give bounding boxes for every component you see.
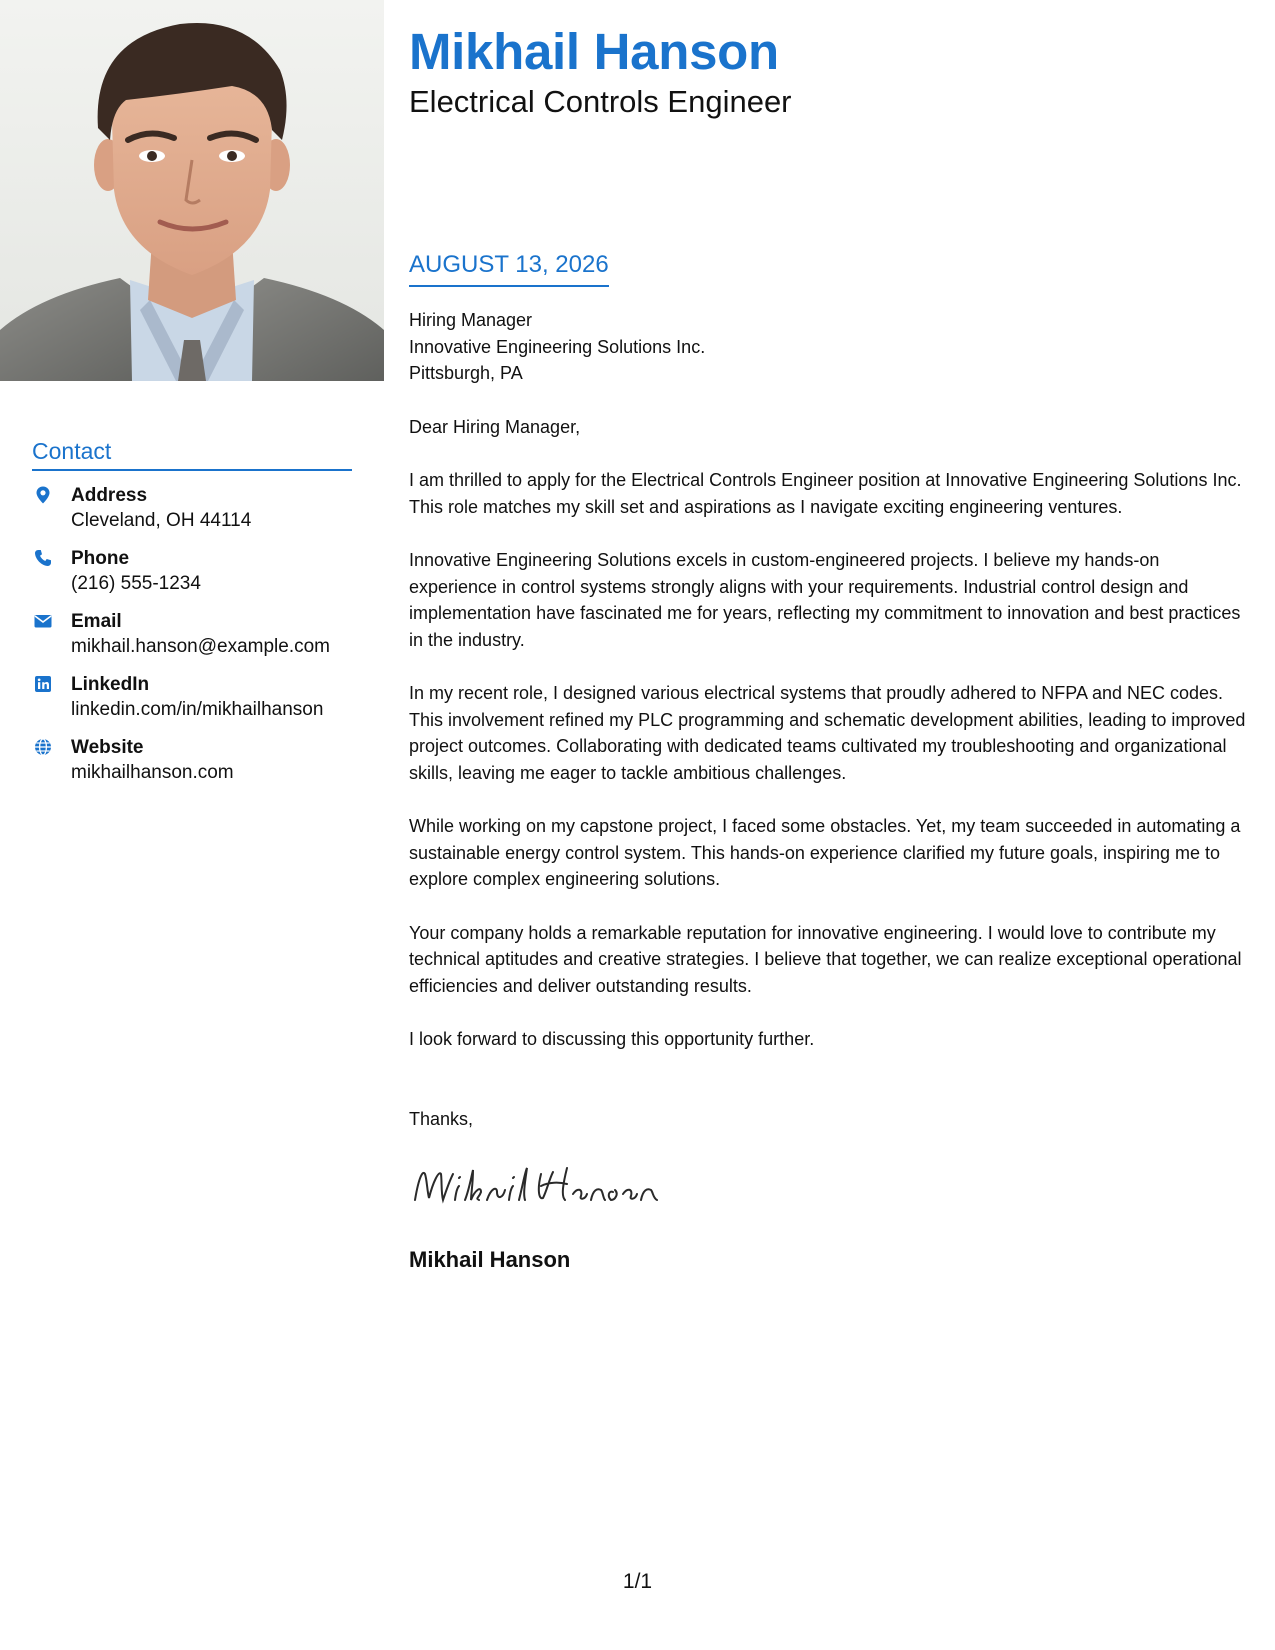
job-title: Electrical Controls Engineer bbox=[409, 84, 792, 119]
contact-item-website bbox=[32, 735, 352, 798]
signer-name: Mikhail Hanson bbox=[409, 1247, 571, 1272]
email-icon bbox=[33, 611, 53, 631]
address-value: Cleveland, OH 44114 bbox=[71, 510, 252, 531]
letter-paragraph: I look forward to discussing this opportunity further. bbox=[409, 1029, 815, 1049]
contact-section bbox=[32, 436, 352, 798]
letter-paragraph: In my recent role, I designed various electrical systems that proudly adhered to NFPA and NEC codes. This involvement refined my PLC programming and schematic development abilities, leading to improved project outcomes. Collaborating with dedicated teams cultivated my troubleshooting and organizational skills, leaving me eager to tackle ambitious challenges. bbox=[409, 683, 1246, 783]
contact-label: Email bbox=[71, 611, 122, 632]
contact-label: Phone bbox=[71, 548, 130, 569]
recipient-line: Innovative Engineering Solutions Inc. bbox=[409, 336, 706, 357]
contact-heading: Contact bbox=[32, 436, 352, 471]
letter-date: AUGUST 13, 2026 bbox=[409, 248, 609, 287]
contact-label: Website bbox=[71, 737, 144, 758]
linkedin-value[interactable]: linkedin.com/in/mikhailhanson bbox=[71, 699, 324, 720]
phone-icon bbox=[33, 548, 53, 568]
recipient-line: Hiring Manager bbox=[409, 310, 533, 330]
contact-list bbox=[32, 483, 352, 798]
letter-paragraph: Innovative Engineering Solutions excels in custom-engineered projects. I believe my hands-on experience in control systems strongly aligns with your requirements. Industrial control design and implementation have fascinated me for years, reflecting my commitment to innovation and best practices in the industry. bbox=[409, 550, 1241, 650]
linkedin-icon bbox=[33, 674, 53, 694]
phone-value: (216) 555-1234 bbox=[71, 573, 201, 594]
page-number: 1/1 bbox=[622, 1570, 653, 1593]
email-value[interactable]: mikhail.hanson@example.com bbox=[71, 636, 331, 657]
globe-icon bbox=[33, 737, 53, 757]
contact-item-linkedin bbox=[32, 672, 352, 735]
applicant-name: Mikhail Hanson bbox=[409, 23, 779, 80]
contact-item-phone bbox=[32, 546, 352, 609]
letter-body bbox=[409, 307, 1249, 1132]
handwritten-signature bbox=[409, 1160, 669, 1210]
location-pin-icon bbox=[33, 485, 53, 505]
salutation: Dear Hiring Manager, bbox=[409, 416, 581, 437]
letter-paragraph: Your company holds a remarkable reputation for innovative engineering. I would love to contribute my technical aptitudes and creative strategies. I believe that together, we can realize exceptional operational efficiencies and deliver outstanding results. bbox=[409, 922, 1242, 996]
letter-paragraph: While working on my capstone project, I faced some obstacles. Yet, my team succeeded in automating a sustainable energy control system. This hands-on experience clarified my future goals, inspiring me to explore complex engineering solutions. bbox=[409, 816, 1241, 889]
profile-photo bbox=[0, 0, 384, 381]
letter-paragraph: I am thrilled to apply for the Electrical Controls Engineer position at Innovative Engineering Solutions Inc. This role matches my skill set and aspirations as I navigate exciting engineering ventures. bbox=[409, 470, 1242, 517]
recipient-line: Pittsburgh, PA bbox=[409, 363, 523, 383]
contact-item-email bbox=[32, 609, 352, 672]
header bbox=[409, 20, 1249, 120]
closing: Thanks, bbox=[409, 1108, 474, 1129]
date-block bbox=[409, 248, 609, 287]
contact-label: Address bbox=[71, 485, 148, 506]
website-value[interactable]: mikhailhanson.com bbox=[71, 762, 234, 783]
contact-item-address bbox=[32, 483, 352, 546]
contact-label: LinkedIn bbox=[71, 674, 150, 695]
recipient-block bbox=[409, 307, 1249, 387]
